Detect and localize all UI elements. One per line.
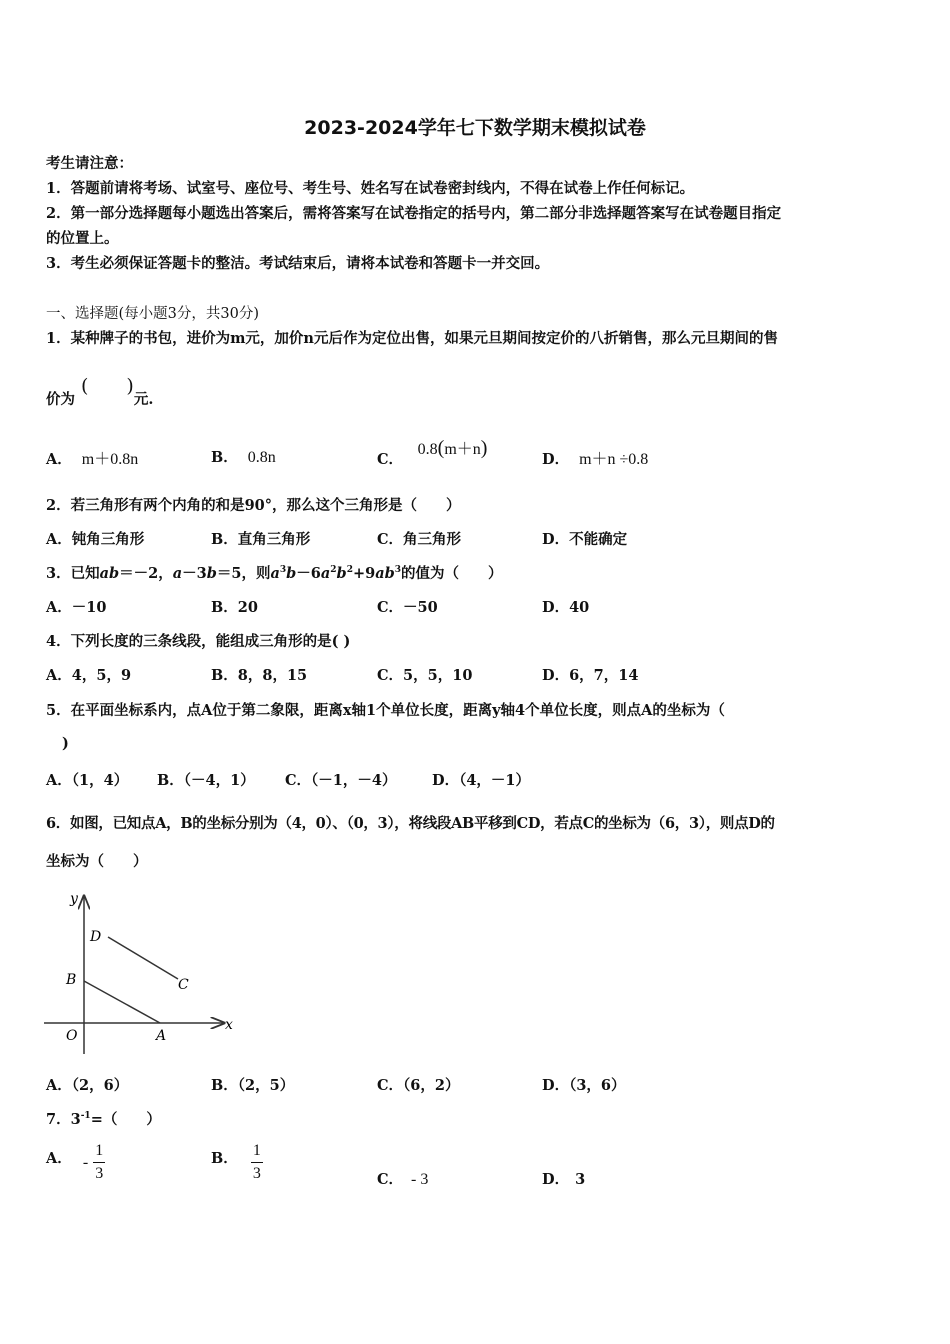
q5-option-d[interactable]: D．（4，－1）	[432, 772, 531, 789]
notice-item: 2．第一部分选择题每小题选出答案后，需将答案写在试卷指定的括号内，第二部分非选择题答案写在试卷题目指定	[46, 205, 782, 222]
q6-option-d[interactable]: D．（3，6）	[542, 1077, 626, 1094]
q4-option-b[interactable]: B．8，8，15	[211, 667, 308, 684]
q2-option-b[interactable]: B．直角三角形	[211, 531, 311, 548]
question-6-line2: 坐标为（ ）	[46, 853, 148, 870]
question-7-stem: 7．$3^{-1}=$（ ）	[46, 1111, 161, 1128]
y-axis-label: y	[70, 891, 78, 907]
question-6-line1: 6．如图，已知点A，B的坐标分别为（4，0）、（0，3），将线段AB平移到CD，若点C的坐标为（6，3），则点D的	[46, 815, 775, 832]
q2-option-d[interactable]: D．不能确定	[542, 531, 628, 548]
q3-option-b[interactable]: B．20	[211, 599, 258, 616]
page-title: 2023-2024学年七下数学期末模拟试卷	[304, 117, 646, 139]
q1-option-a[interactable]: A． m＋0.8n	[46, 451, 139, 468]
q2-option-a[interactable]: A．钝角三角形	[46, 531, 145, 548]
q3-option-d[interactable]: D．40	[542, 599, 590, 616]
q5-option-c[interactable]: C．（－1，－4）	[285, 772, 397, 789]
q6-option-c[interactable]: C．（6，2）	[377, 1077, 460, 1094]
q7-option-a[interactable]: A． - $\frac{1}{3}$	[46, 1142, 104, 1182]
point-c-label: C	[178, 977, 189, 993]
section-heading: 一、选择题(每小题3分，共30分)	[46, 306, 259, 322]
q7-option-c[interactable]: C． - 3	[377, 1171, 429, 1188]
q3-option-c[interactable]: C．－50	[377, 599, 438, 616]
q4-option-a[interactable]: A．4，5，9	[46, 667, 132, 684]
question-1-line1: 1．某种牌子的书包，进价为m元，加价n元后作为定位出售，如果元旦期间按定价的八折销售，那么元旦期间的售	[46, 330, 778, 347]
notice-item: 1．答题前请将考场、试室号、座位号、考生号、姓名写在试卷密封线内，不得在试卷上作任何标记。	[46, 180, 695, 197]
question-5-line1: 5．在平面坐标系内，点A位于第二象限，距离x轴1个单位长度，距离y轴4个单位长度，则点A的坐标为（	[46, 702, 725, 719]
q5-option-a[interactable]: A．（1，4）	[46, 772, 129, 789]
fraction: $\frac{1}{3}$	[95, 1142, 104, 1182]
question-1-line2: 价为( )元.	[46, 375, 154, 408]
segment-ab	[84, 981, 160, 1023]
q7-option-d[interactable]: D． 3	[542, 1171, 586, 1188]
q7-option-b[interactable]: B． $\frac{1}{3}$	[211, 1142, 261, 1182]
notice-heading: 考生请注意：	[46, 155, 133, 172]
question-2-stem: 2．若三角形有两个内角的和是90°，那么这个三角形是（ ）	[46, 497, 461, 514]
q1-option-b[interactable]: B． 0.8n	[211, 449, 276, 466]
question-5-line2: )	[62, 735, 69, 752]
question-3-stem: 3．已知ab＝－2，a－3b＝5，则$a^3b-6a^2b^2+9ab^3$的值为（ ）	[46, 565, 503, 582]
origin-label: O	[66, 1028, 78, 1044]
q6-option-b[interactable]: B．（2，5）	[211, 1077, 295, 1094]
point-b-label: B	[66, 972, 77, 988]
point-a-label: A	[156, 1028, 167, 1044]
q4-option-c[interactable]: C．5，5，10	[377, 667, 473, 684]
q6-option-a[interactable]: A．（2，6）	[46, 1077, 129, 1094]
q5-option-b[interactable]: B．（－4，1）	[157, 772, 255, 789]
question-4-stem: 4．下列长度的三条线段，能组成三角形的是( )	[46, 633, 351, 650]
q1-option-c[interactable]: C． 0.8(m＋n)	[377, 437, 488, 468]
notice-item: 3．考生必须保证答题卡的整洁。考试结束后，请将本试卷和答题卡一并交回。	[46, 255, 550, 272]
q3-option-a[interactable]: A．－10	[46, 599, 107, 616]
notice-item: 的位置上。	[46, 230, 119, 247]
coordinate-figure	[40, 888, 240, 1060]
q4-option-d[interactable]: D．6，7，14	[542, 667, 639, 684]
q1-option-d[interactable]: D． m＋n ÷0.8	[542, 451, 649, 468]
fraction: $\frac{1}{3}$	[252, 1142, 261, 1182]
point-d-label: D	[90, 929, 102, 945]
segment-cd	[108, 937, 178, 979]
q2-option-c[interactable]: C．角三角形	[377, 531, 462, 548]
x-axis-label: x	[225, 1017, 233, 1033]
